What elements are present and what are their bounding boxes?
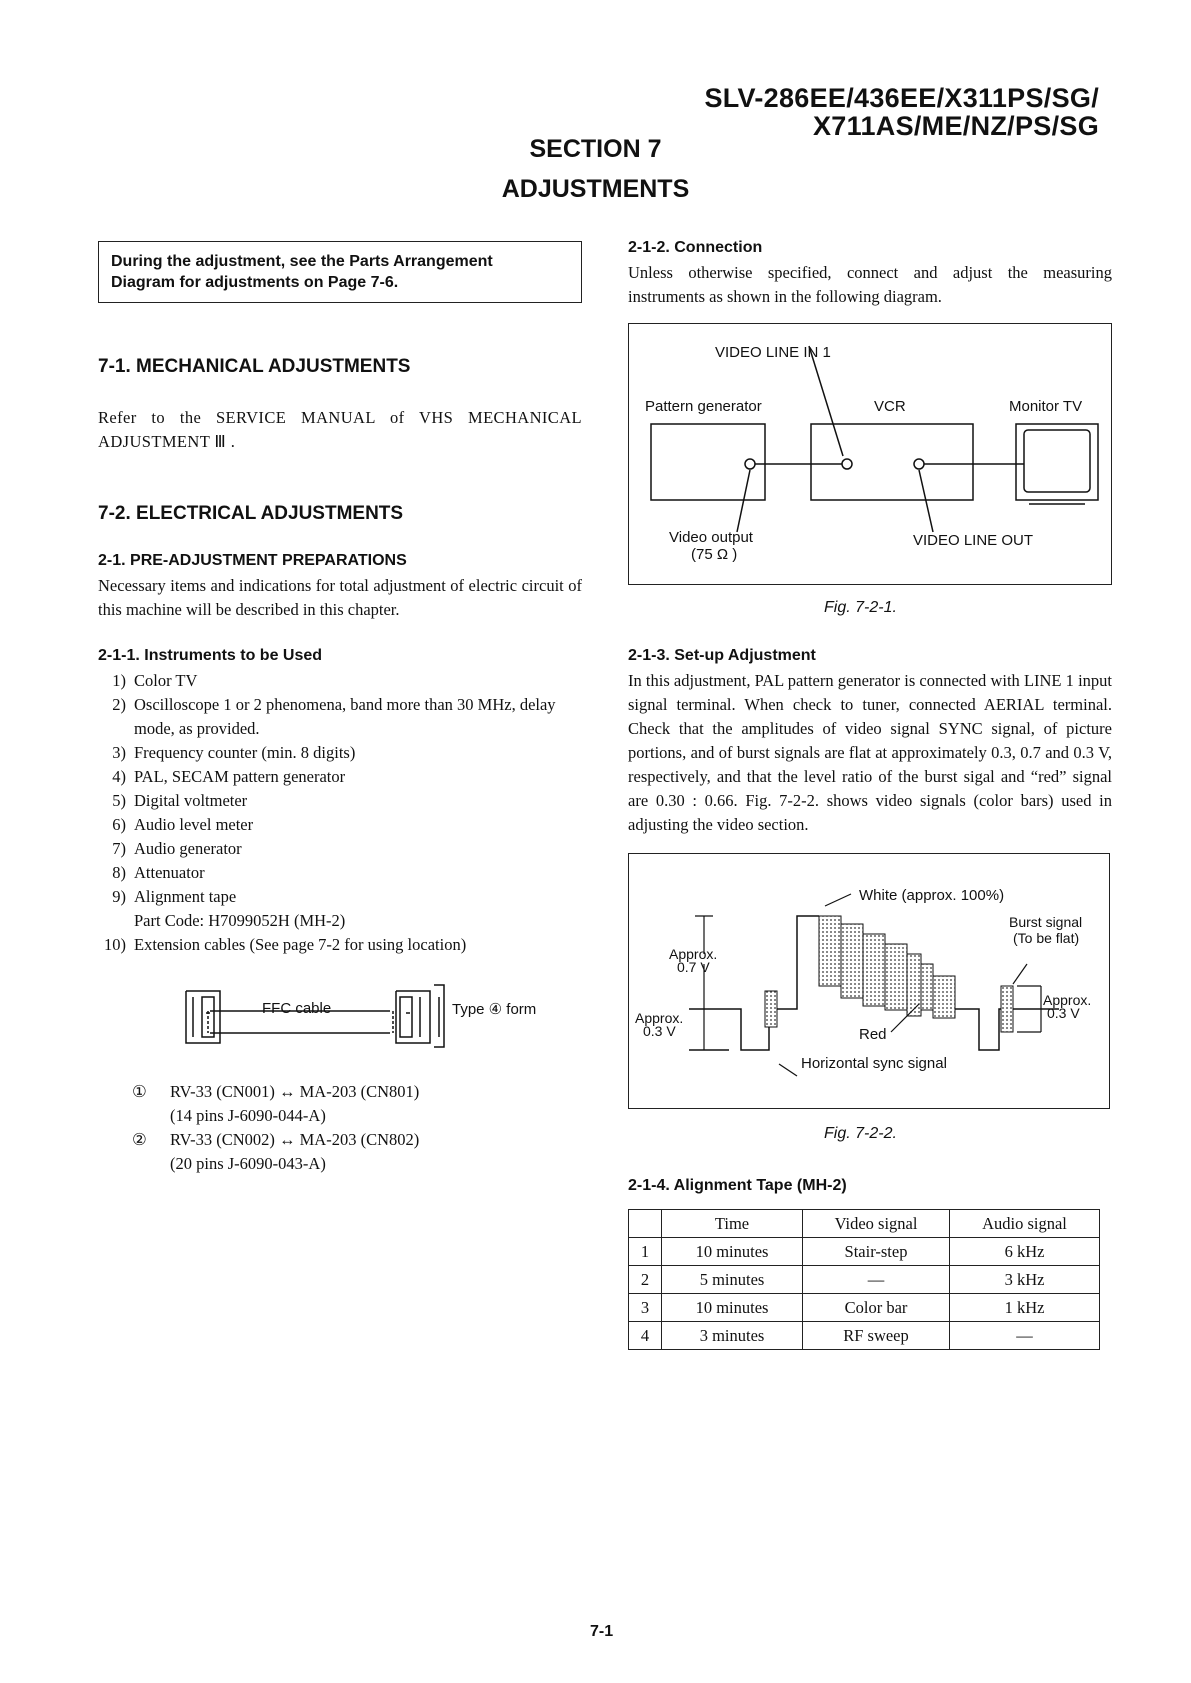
ffc-cable-label: FFC cable	[262, 1000, 332, 1017]
table-cell: Stair-step	[803, 1238, 950, 1266]
table-cell: 3 kHz	[950, 1266, 1100, 1294]
video-line-in-label: VIDEO LINE IN 1	[715, 344, 831, 361]
heading-2-1-2: 2-1-2. Connection	[628, 239, 763, 256]
table-row	[629, 1322, 1100, 1350]
table-cell: 6 kHz	[950, 1238, 1100, 1266]
list-item: 4) PAL, SECAM pattern generator	[112, 767, 346, 786]
color-bar-diagram	[628, 853, 1110, 1109]
vcr-label: VCR	[874, 398, 906, 415]
table-row	[629, 1266, 1100, 1294]
burst-note-label: (To be flat)	[1013, 930, 1080, 946]
table-cell: 3 minutes	[662, 1322, 803, 1350]
table-cell: 2	[629, 1266, 662, 1294]
list-item: 6) Audio level meter	[112, 815, 254, 834]
list-item: 10) Extension cables (See page 7-2 for using location)	[104, 935, 467, 954]
list-item: Part Code: H7099052H (MH-2)	[134, 911, 346, 930]
table-cell: Color bar	[803, 1294, 950, 1322]
column-header: Time	[662, 1210, 803, 1238]
list-item: 9) Alignment tape	[112, 887, 237, 906]
impedance-label: (75 Ω )	[691, 546, 738, 563]
page-number: 7-1	[590, 1623, 614, 1640]
ffc-type-label: Type ④ form	[452, 1001, 537, 1018]
table-cell: 4	[629, 1322, 662, 1350]
table-cell: 1	[629, 1238, 662, 1266]
note-box	[98, 241, 582, 303]
note-line-1: During the adjustment, see the Parts Arrangement	[111, 253, 493, 270]
model-line-1: SLV-286EE/436EE/X311PS/SG/	[704, 83, 1099, 113]
text-2-1-2: Unless otherwise specified, connect and adjust the measuring instruments as shown in the following diagram.	[628, 263, 1112, 306]
heading-2-1-3: 2-1-3. Set-up Adjustment	[628, 647, 816, 664]
column-header: Video signal	[803, 1210, 950, 1238]
video-output-label: Video output	[669, 529, 753, 546]
cable-item: ① RV-33 (CN001) ↔ MA-203 (CN801) (14 pins J-6090-044-A)	[132, 1082, 420, 1125]
fig-7-2-1-caption: Fig. 7-2-1.	[824, 599, 897, 616]
section-title: ADJUSTMENTS	[501, 175, 690, 203]
text-7-1: Refer to the SERVICE MANUAL of VHS MECHANICAL ADJUSTMENT Ⅲ .	[98, 408, 582, 451]
table-cell: 1 kHz	[950, 1294, 1100, 1322]
heading-7-1: 7-1. MECHANICAL ADJUSTMENTS	[98, 356, 411, 377]
approx-07-label: Approx. 0.7 V	[669, 946, 718, 975]
table-cell: 3	[629, 1294, 662, 1322]
table-cell: 5 minutes	[662, 1266, 803, 1294]
model-number	[704, 84, 1099, 140]
column-header	[629, 1210, 662, 1238]
heading-7-2: 7-2. ELECTRICAL ADJUSTMENTS	[98, 503, 404, 524]
table-cell: 10 minutes	[662, 1294, 803, 1322]
heading-2-1-4: 2-1-4. Alignment Tape (MH-2)	[628, 1177, 847, 1194]
list-item: 1) Color TV	[112, 671, 198, 690]
list-item: 7) Audio generator	[112, 839, 242, 858]
red-label: Red	[859, 1026, 887, 1043]
list-item: 3) Frequency counter (min. 8 digits)	[112, 743, 356, 762]
table-cell: 10 minutes	[662, 1238, 803, 1266]
fig-7-2-2-caption: Fig. 7-2-2.	[824, 1125, 897, 1142]
monitor-tv-label: Monitor TV	[1009, 398, 1083, 415]
text-2-1: Necessary items and indications for total adjustment of electric circuit of this machine will be described in this chapter.	[98, 576, 582, 619]
list-item: 8) Attenuator	[112, 863, 205, 882]
table-cell: RF sweep	[803, 1322, 950, 1350]
heading-2-1: 2-1. PRE-ADJUSTMENT PREPARATIONS	[98, 552, 407, 569]
hsync-label: Horizontal sync signal	[801, 1055, 947, 1072]
table-row	[629, 1294, 1100, 1322]
approx-03-right-label: Approx. 0.3 V	[1043, 992, 1092, 1021]
approx-03-left-label: Approx. 0.3 V	[635, 1010, 684, 1039]
model-line-2: X711AS/ME/NZ/PS/SG	[813, 111, 1099, 141]
list-item: 2) Oscilloscope 1 or 2 phenomena, band more than 30 MHz, delay mode, as provided.	[112, 695, 556, 738]
instrument-list	[98, 669, 582, 957]
table-cell: —	[950, 1322, 1100, 1350]
note-line-2: Diagram for adjustments on Page 7-6.	[111, 274, 399, 291]
cable-item: ② RV-33 (CN002) ↔ MA-203 (CN802) (20 pins J-6090-043-A)	[132, 1130, 420, 1173]
white-label: White (approx. 100%)	[859, 887, 1005, 904]
heading-2-1-1: 2-1-1. Instruments to be Used	[98, 647, 323, 664]
cable-list	[132, 1080, 562, 1176]
table-header-row	[629, 1210, 1100, 1238]
alignment-tape-table	[628, 1209, 1100, 1350]
connection-diagram	[628, 323, 1112, 585]
pattern-generator-label: Pattern generator	[645, 398, 762, 415]
video-line-out-label: VIDEO LINE OUT	[913, 532, 1034, 549]
list-item: 5) Digital voltmeter	[112, 791, 248, 810]
column-header: Audio signal	[950, 1210, 1100, 1238]
table-row	[629, 1238, 1100, 1266]
table-cell: —	[803, 1266, 950, 1294]
text-2-1-3: In this adjustment, PAL pattern generator is connected with LINE 1 input signal terminal. When check to tuner, connected AERIAL terminal. Check that the amplitudes of video signal SYNC signal, of picture portions, and of burst signals are flat at approximately 0.3, 0.7 and 0.3 V, respectively, and that the level ratio of the burst sigal and “red” signal are 0.30 : 0.66. Fig. 7-2-2. shows video signals (color bars) used in adjusting the video section.	[628, 671, 1112, 834]
section-number: SECTION 7	[529, 135, 662, 163]
burst-signal-label: Burst signal	[1009, 914, 1083, 930]
